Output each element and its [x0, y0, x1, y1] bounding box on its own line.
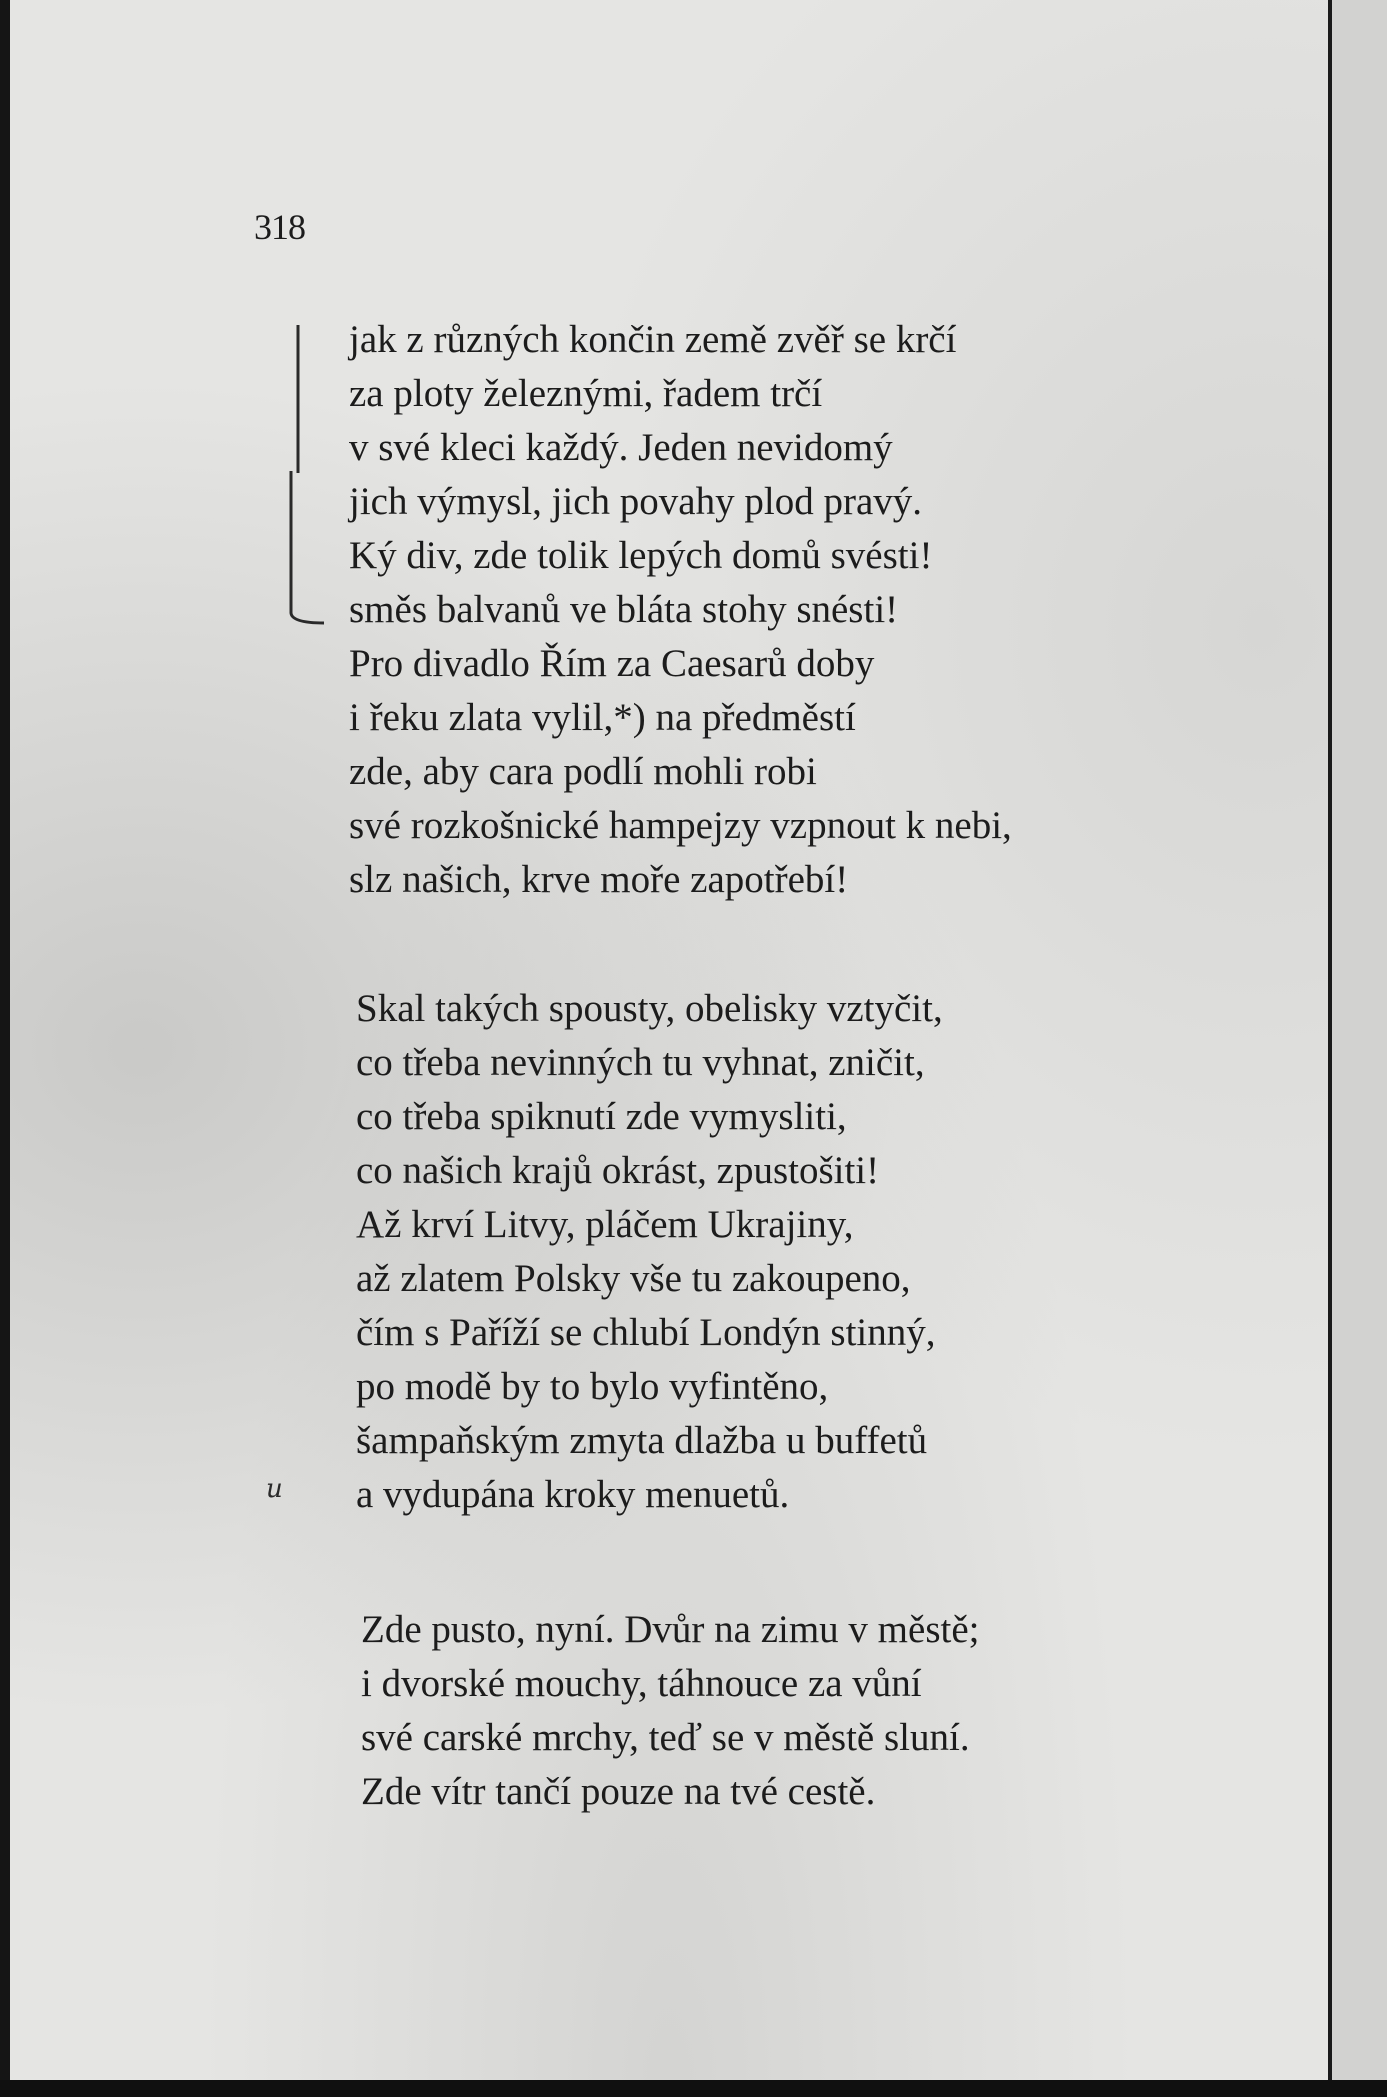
verse-line: Až krví Litvy, pláčem Ukrajiny, [356, 1203, 854, 1246]
verse-line: zde, aby cara podlí mohli robi [349, 750, 817, 793]
verse-line: co třeba nevinných tu vyhnat, zničit, [356, 1041, 925, 1084]
verse-line: Zde pusto, nyní. Dvůr na zimu v městě; [361, 1608, 980, 1651]
stanza-1 [349, 313, 1012, 907]
verse-line: Zde vítr tančí pouze na tvé cestě. [361, 1770, 876, 1813]
verse-line: po modě by to bylo vyfintěno, [356, 1365, 829, 1408]
verse-line: šampaňským zmyta dlažba u buffetů [356, 1419, 928, 1462]
adjacent-page-edge [1328, 0, 1387, 2097]
verse-line: své carské mrchy, teď se v městě sluní. [361, 1716, 970, 1759]
verse-line: co našich krajů okrást, zpustošiti! [356, 1149, 880, 1192]
verse-line: čím s Paříží se chlubí Londýn stinný, [356, 1311, 936, 1354]
stanza-2 [356, 982, 943, 1522]
verse-line: jich výmysl, jich povahy plod pravý. [349, 480, 923, 523]
stanza-3 [361, 1603, 979, 1819]
verse-line: v své kleci každý. Jeden nevidomý [349, 426, 893, 469]
scan-bottom-border [0, 2080, 1387, 2097]
verse-line: i dvorské mouchy, táhnouce za vůní [361, 1662, 922, 1705]
verse-line: Pro divadlo Řím za Caesarů doby [349, 642, 875, 685]
page-number: 318 [254, 207, 305, 247]
verse-line: jak z různých končin země zvěř se krčí [349, 318, 957, 361]
verse-line: až zlatem Polsky vše tu zakoupeno, [356, 1257, 911, 1300]
verse-line: Ký div, zde tolik lepých domů svésti! [349, 534, 933, 577]
verse-line: slz našich, krve moře zapotřebí! [349, 858, 849, 901]
handwritten-margin-note: u [266, 1474, 283, 1504]
verse-line: za ploty železnými, řadem trčí [349, 372, 823, 415]
verse-line: i řeku zlata vylil,*) na předměstí [349, 696, 856, 739]
verse-line: směs balvanů ve bláta stohy snésti! [349, 588, 899, 631]
verse-line: a vydupána kroky menuetů. [356, 1473, 790, 1516]
verse-line: Skal takých spousty, obelisky vztyčit, [356, 987, 943, 1030]
verse-line: své rozkošnické hampejzy vzpnout k nebi, [349, 804, 1012, 847]
margin-bracket-mark [288, 323, 326, 629]
verse-line: co třeba spiknutí zde vymysliti, [356, 1095, 847, 1138]
